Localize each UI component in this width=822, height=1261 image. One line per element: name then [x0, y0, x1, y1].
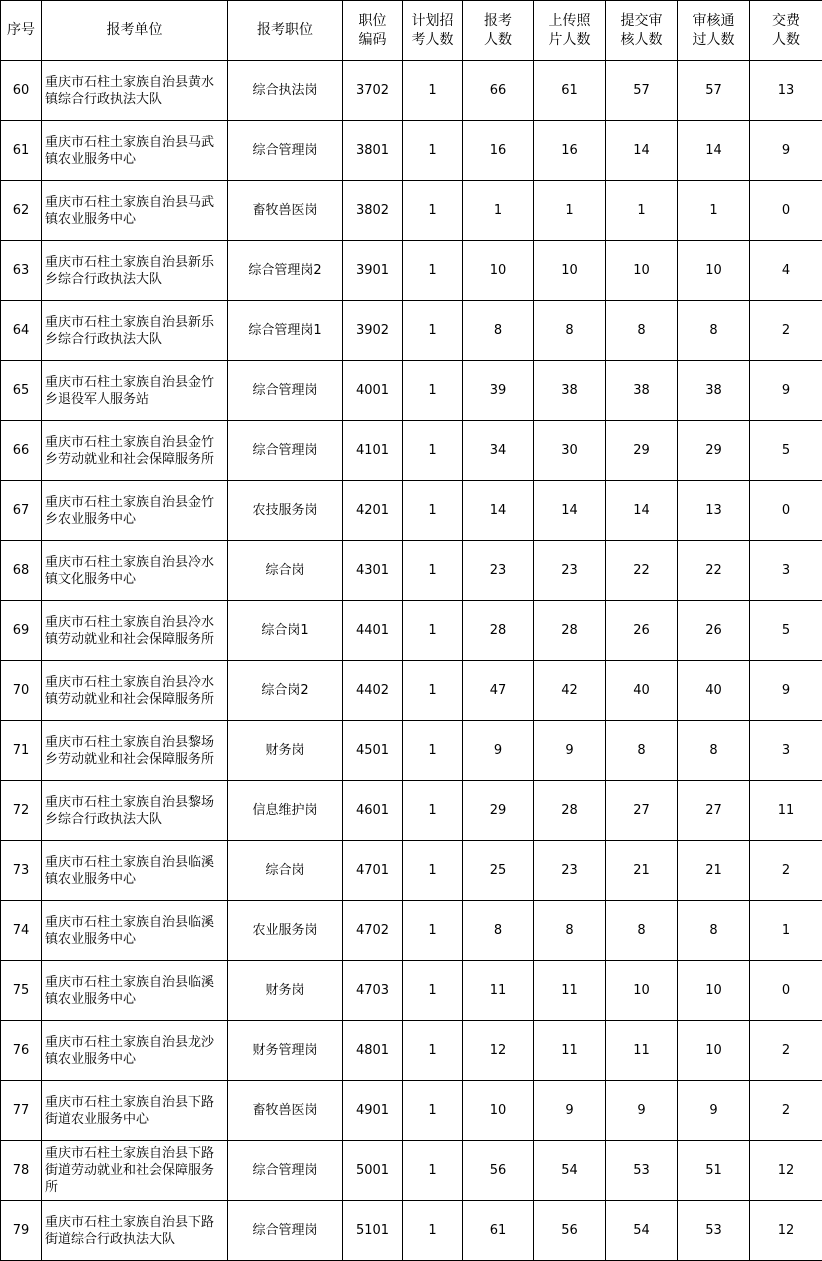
cell-seq: 73	[1, 841, 42, 901]
header-row	[1, 1, 822, 61]
cell-submitted: 54	[606, 1201, 678, 1261]
cell-photo: 11	[534, 961, 606, 1021]
cell-approved: 10	[678, 961, 750, 1021]
cell-plan: 1	[403, 481, 463, 541]
cell-plan: 1	[403, 721, 463, 781]
cell-photo: 28	[534, 601, 606, 661]
cell-paid: 12	[750, 1141, 822, 1201]
cell-seq: 60	[1, 61, 42, 121]
cell-code: 3801	[343, 121, 403, 181]
cell-unit: 重庆市石柱土家族自治县冷水镇劳动就业和社会保障服务所	[42, 661, 228, 721]
cell-seq: 61	[1, 121, 42, 181]
cell-approved: 57	[678, 61, 750, 121]
table-row	[1, 361, 822, 421]
cell-code: 3802	[343, 181, 403, 241]
cell-submitted: 26	[606, 601, 678, 661]
cell-seq: 64	[1, 301, 42, 361]
cell-position: 综合管理岗	[228, 421, 343, 481]
cell-unit: 重庆市石柱土家族自治县金竹乡农业服务中心	[42, 481, 228, 541]
table-row	[1, 721, 822, 781]
cell-seq: 72	[1, 781, 42, 841]
table-row	[1, 61, 822, 121]
cell-unit: 重庆市石柱土家族自治县黎场乡综合行政执法大队	[42, 781, 228, 841]
cell-position: 综合管理岗	[228, 121, 343, 181]
cell-submitted: 27	[606, 781, 678, 841]
cell-unit: 重庆市石柱土家族自治县冷水镇劳动就业和社会保障服务所	[42, 601, 228, 661]
table-row	[1, 1201, 822, 1261]
cell-seq: 74	[1, 901, 42, 961]
cell-photo: 28	[534, 781, 606, 841]
cell-applied: 10	[463, 241, 534, 301]
cell-unit: 重庆市石柱土家族自治县新乐乡综合行政执法大队	[42, 241, 228, 301]
cell-photo: 8	[534, 301, 606, 361]
cell-approved: 27	[678, 781, 750, 841]
cell-seq: 77	[1, 1081, 42, 1141]
cell-code: 4401	[343, 601, 403, 661]
cell-photo: 9	[534, 1081, 606, 1141]
cell-submitted: 8	[606, 301, 678, 361]
cell-applied: 34	[463, 421, 534, 481]
cell-applied: 28	[463, 601, 534, 661]
cell-paid: 9	[750, 361, 822, 421]
cell-seq: 69	[1, 601, 42, 661]
cell-submitted: 14	[606, 481, 678, 541]
cell-unit: 重庆市石柱土家族自治县临溪镇农业服务中心	[42, 841, 228, 901]
cell-photo: 10	[534, 241, 606, 301]
cell-position: 综合岗2	[228, 661, 343, 721]
cell-seq: 75	[1, 961, 42, 1021]
cell-applied: 25	[463, 841, 534, 901]
cell-plan: 1	[403, 1201, 463, 1261]
cell-photo: 61	[534, 61, 606, 121]
cell-photo: 11	[534, 1021, 606, 1081]
cell-applied: 29	[463, 781, 534, 841]
table-row	[1, 541, 822, 601]
cell-paid: 5	[750, 601, 822, 661]
cell-paid: 2	[750, 1021, 822, 1081]
cell-photo: 8	[534, 901, 606, 961]
cell-unit: 重庆市石柱土家族自治县临溪镇农业服务中心	[42, 961, 228, 1021]
cell-paid: 5	[750, 421, 822, 481]
cell-photo: 38	[534, 361, 606, 421]
cell-plan: 1	[403, 241, 463, 301]
cell-plan: 1	[403, 781, 463, 841]
cell-approved: 40	[678, 661, 750, 721]
cell-code: 4601	[343, 781, 403, 841]
cell-submitted: 29	[606, 421, 678, 481]
cell-position: 综合岗	[228, 541, 343, 601]
cell-unit: 重庆市石柱土家族自治县下路街道综合行政执法大队	[42, 1201, 228, 1261]
cell-code: 3702	[343, 61, 403, 121]
cell-paid: 0	[750, 961, 822, 1021]
cell-seq: 70	[1, 661, 42, 721]
cell-code: 4301	[343, 541, 403, 601]
cell-photo: 54	[534, 1141, 606, 1201]
cell-plan: 1	[403, 1081, 463, 1141]
cell-plan: 1	[403, 961, 463, 1021]
cell-submitted: 40	[606, 661, 678, 721]
cell-approved: 21	[678, 841, 750, 901]
cell-submitted: 10	[606, 961, 678, 1021]
cell-plan: 1	[403, 181, 463, 241]
cell-position: 财务岗	[228, 961, 343, 1021]
cell-code: 5101	[343, 1201, 403, 1261]
header-submitted: 提交审 核人数	[606, 1, 678, 61]
header-paid: 交费 人数	[750, 1, 822, 61]
table-row	[1, 601, 822, 661]
cell-position: 信息维护岗	[228, 781, 343, 841]
table-row	[1, 781, 822, 841]
cell-position: 综合岗	[228, 841, 343, 901]
cell-code: 3901	[343, 241, 403, 301]
cell-code: 4001	[343, 361, 403, 421]
cell-position: 财务岗	[228, 721, 343, 781]
cell-unit: 重庆市石柱土家族自治县金竹乡劳动就业和社会保障服务所	[42, 421, 228, 481]
cell-plan: 1	[403, 61, 463, 121]
table-row	[1, 241, 822, 301]
cell-applied: 12	[463, 1021, 534, 1081]
cell-plan: 1	[403, 301, 463, 361]
cell-submitted: 8	[606, 721, 678, 781]
cell-unit: 重庆市石柱土家族自治县下路街道农业服务中心	[42, 1081, 228, 1141]
cell-position: 畜牧兽医岗	[228, 181, 343, 241]
cell-approved: 8	[678, 301, 750, 361]
cell-unit: 重庆市石柱土家族自治县马武镇农业服务中心	[42, 121, 228, 181]
cell-unit: 重庆市石柱土家族自治县下路街道劳动就业和社会保障服务所	[42, 1141, 228, 1201]
cell-paid: 2	[750, 1081, 822, 1141]
table-row	[1, 1141, 822, 1201]
cell-code: 4201	[343, 481, 403, 541]
cell-paid: 12	[750, 1201, 822, 1261]
header-approved: 审核通 过人数	[678, 1, 750, 61]
table-row	[1, 421, 822, 481]
cell-applied: 9	[463, 721, 534, 781]
cell-approved: 8	[678, 901, 750, 961]
cell-code: 5001	[343, 1141, 403, 1201]
cell-paid: 2	[750, 301, 822, 361]
cell-position: 综合管理岗2	[228, 241, 343, 301]
cell-seq: 63	[1, 241, 42, 301]
cell-unit: 重庆市石柱土家族自治县新乐乡综合行政执法大队	[42, 301, 228, 361]
cell-approved: 8	[678, 721, 750, 781]
header-plan: 计划招 考人数	[403, 1, 463, 61]
cell-submitted: 9	[606, 1081, 678, 1141]
table-row	[1, 841, 822, 901]
cell-applied: 14	[463, 481, 534, 541]
cell-submitted: 8	[606, 901, 678, 961]
cell-seq: 78	[1, 1141, 42, 1201]
cell-paid: 9	[750, 661, 822, 721]
cell-approved: 10	[678, 1021, 750, 1081]
cell-approved: 13	[678, 481, 750, 541]
cell-plan: 1	[403, 841, 463, 901]
cell-plan: 1	[403, 121, 463, 181]
table-row	[1, 481, 822, 541]
cell-unit: 重庆市石柱土家族自治县金竹乡退役军人服务站	[42, 361, 228, 421]
cell-photo: 23	[534, 841, 606, 901]
header-code: 职位 编码	[343, 1, 403, 61]
cell-approved: 1	[678, 181, 750, 241]
cell-seq: 66	[1, 421, 42, 481]
cell-code: 4101	[343, 421, 403, 481]
cell-plan: 1	[403, 1141, 463, 1201]
cell-approved: 51	[678, 1141, 750, 1201]
cell-code: 4501	[343, 721, 403, 781]
cell-submitted: 11	[606, 1021, 678, 1081]
cell-unit: 重庆市石柱土家族自治县黎场乡劳动就业和社会保障服务所	[42, 721, 228, 781]
cell-submitted: 21	[606, 841, 678, 901]
cell-plan: 1	[403, 901, 463, 961]
cell-plan: 1	[403, 661, 463, 721]
cell-seq: 62	[1, 181, 42, 241]
cell-submitted: 14	[606, 121, 678, 181]
cell-approved: 10	[678, 241, 750, 301]
cell-photo: 42	[534, 661, 606, 721]
cell-submitted: 53	[606, 1141, 678, 1201]
cell-seq: 68	[1, 541, 42, 601]
cell-approved: 38	[678, 361, 750, 421]
cell-plan: 1	[403, 421, 463, 481]
table-row	[1, 181, 822, 241]
cell-paid: 11	[750, 781, 822, 841]
cell-approved: 29	[678, 421, 750, 481]
cell-paid: 4	[750, 241, 822, 301]
cell-applied: 61	[463, 1201, 534, 1261]
cell-position: 综合管理岗	[228, 1201, 343, 1261]
cell-plan: 1	[403, 361, 463, 421]
cell-position: 综合管理岗	[228, 361, 343, 421]
cell-code: 4703	[343, 961, 403, 1021]
cell-applied: 39	[463, 361, 534, 421]
cell-unit: 重庆市石柱土家族自治县黄水镇综合行政执法大队	[42, 61, 228, 121]
cell-plan: 1	[403, 601, 463, 661]
header-applied: 报考 人数	[463, 1, 534, 61]
cell-seq: 71	[1, 721, 42, 781]
cell-applied: 10	[463, 1081, 534, 1141]
cell-applied: 23	[463, 541, 534, 601]
cell-code: 4402	[343, 661, 403, 721]
cell-position: 农业服务岗	[228, 901, 343, 961]
cell-applied: 8	[463, 901, 534, 961]
cell-unit: 重庆市石柱土家族自治县临溪镇农业服务中心	[42, 901, 228, 961]
cell-photo: 23	[534, 541, 606, 601]
cell-applied: 66	[463, 61, 534, 121]
header-unit: 报考单位	[42, 1, 228, 61]
table-row	[1, 301, 822, 361]
cell-approved: 26	[678, 601, 750, 661]
cell-photo: 56	[534, 1201, 606, 1261]
cell-seq: 65	[1, 361, 42, 421]
cell-submitted: 57	[606, 61, 678, 121]
cell-approved: 14	[678, 121, 750, 181]
cell-applied: 56	[463, 1141, 534, 1201]
cell-paid: 0	[750, 481, 822, 541]
cell-paid: 3	[750, 721, 822, 781]
table-row	[1, 121, 822, 181]
cell-photo: 16	[534, 121, 606, 181]
cell-applied: 11	[463, 961, 534, 1021]
cell-code: 4701	[343, 841, 403, 901]
table-row	[1, 901, 822, 961]
cell-paid: 0	[750, 181, 822, 241]
cell-plan: 1	[403, 541, 463, 601]
cell-code: 4801	[343, 1021, 403, 1081]
cell-unit: 重庆市石柱土家族自治县马武镇农业服务中心	[42, 181, 228, 241]
cell-unit: 重庆市石柱土家族自治县龙沙镇农业服务中心	[42, 1021, 228, 1081]
cell-unit: 重庆市石柱土家族自治县冷水镇文化服务中心	[42, 541, 228, 601]
cell-position: 综合执法岗	[228, 61, 343, 121]
cell-submitted: 10	[606, 241, 678, 301]
table-body	[1, 61, 822, 1261]
cell-applied: 1	[463, 181, 534, 241]
cell-seq: 79	[1, 1201, 42, 1261]
table-row	[1, 661, 822, 721]
cell-code: 4901	[343, 1081, 403, 1141]
cell-applied: 47	[463, 661, 534, 721]
cell-applied: 8	[463, 301, 534, 361]
cell-position: 财务管理岗	[228, 1021, 343, 1081]
table-row	[1, 1081, 822, 1141]
cell-position: 综合管理岗	[228, 1141, 343, 1201]
cell-submitted: 1	[606, 181, 678, 241]
table-row	[1, 961, 822, 1021]
table-row	[1, 1021, 822, 1081]
header-photo: 上传照 片人数	[534, 1, 606, 61]
cell-approved: 53	[678, 1201, 750, 1261]
cell-photo: 14	[534, 481, 606, 541]
cell-paid: 1	[750, 901, 822, 961]
cell-paid: 13	[750, 61, 822, 121]
cell-seq: 76	[1, 1021, 42, 1081]
cell-seq: 67	[1, 481, 42, 541]
header-position: 报考职位	[228, 1, 343, 61]
cell-position: 综合管理岗1	[228, 301, 343, 361]
cell-approved: 22	[678, 541, 750, 601]
cell-plan: 1	[403, 1021, 463, 1081]
cell-code: 4702	[343, 901, 403, 961]
cell-position: 农技服务岗	[228, 481, 343, 541]
cell-photo: 30	[534, 421, 606, 481]
cell-paid: 3	[750, 541, 822, 601]
cell-paid: 2	[750, 841, 822, 901]
cell-position: 畜牧兽医岗	[228, 1081, 343, 1141]
cell-photo: 1	[534, 181, 606, 241]
cell-submitted: 22	[606, 541, 678, 601]
cell-photo: 9	[534, 721, 606, 781]
cell-position: 综合岗1	[228, 601, 343, 661]
cell-submitted: 38	[606, 361, 678, 421]
cell-code: 3902	[343, 301, 403, 361]
cell-paid: 9	[750, 121, 822, 181]
cell-approved: 9	[678, 1081, 750, 1141]
header-seq: 序号	[1, 1, 42, 61]
cell-applied: 16	[463, 121, 534, 181]
